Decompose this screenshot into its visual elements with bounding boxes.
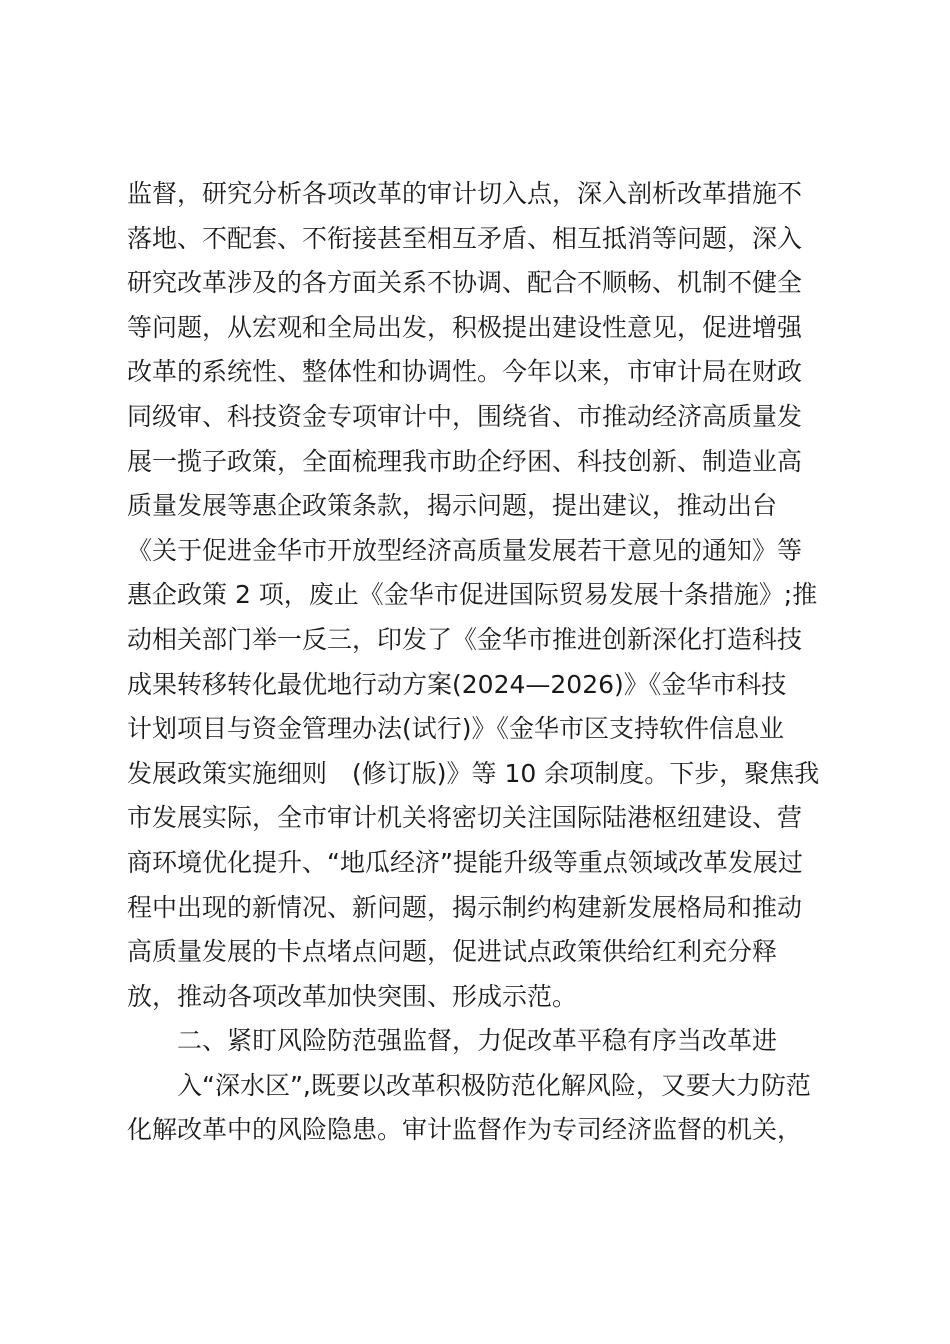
text-line: 计划项目与资金管理办法(试行)》《金华市区支持软件信息业: [127, 714, 785, 744]
text-line: 等问题，从宏观和全局出发，积极提出建设性意见，促进增强: [127, 312, 803, 342]
text-line: 市发展实际，全市审计机关将密切关注国际陆港枢纽建设、营: [127, 803, 803, 833]
text-line: 商环境优化提升、“地瓜经济”提能升级等重点领域改革发展过: [127, 847, 803, 877]
text-line: 监督，研究分析各项改革的审计切入点，深入剖析改革措施不: [127, 179, 803, 208]
text-line: 化解改革中的风险隐患。审计监督作为专司经济监督的机关，: [127, 1115, 803, 1145]
text-line: 程中出现的新情况、新问题，揭示制约构建新发展格局和推动: [127, 892, 803, 922]
text-line: 动相关部门举一反三，印发了《金华市推进创新深化打造科技: [127, 624, 803, 654]
text-line: 落地、不配套、不衔接甚至相互矛盾、相互抵消等问题，深入: [127, 223, 803, 253]
text-line: 高质量发展的卡点堵点问题，促进试点政策供给红利充分释: [127, 937, 778, 967]
section-heading: 二、紧盯风险防范强监督，力促改革平稳有序当改革进: [177, 1026, 778, 1056]
text-line: 改革的系统性、整体性和协调性。今年以来，市审计局在财政: [127, 357, 803, 387]
text-line: 惠企政策 2 项，废止《金华市促进国际贸易发展十条措施》;推: [127, 580, 818, 610]
text-line: 《关于促进金华市开放型经济高质量发展若干意见的通知》等: [127, 535, 803, 565]
text-line: 发展政策实施细则 (修订版)》等 10 余项制度。下步，聚焦我: [127, 758, 820, 788]
text-line: 放，推动各项改革加快突围、形成示范。: [127, 981, 578, 1011]
text-line: 研究改革涉及的各方面关系不协调、配合不顺畅、机制不健全: [127, 268, 803, 298]
text-line: 入“深水区”,既要以改革积极防范化解风险，又要大力防范: [177, 1070, 811, 1100]
text-line: 同级审、科技资金专项审计中，围绕省、市推动经济高质量发: [127, 401, 803, 431]
text-line: 质量发展等惠企政策条款，揭示问题，提出建议，推动出台: [127, 491, 778, 521]
text-line: 成果转移转化最优地行动方案(2024—2026)》《金华市科技: [127, 669, 787, 699]
text-line: 展一揽子政策，全面梳理我市助企纾困、科技创新、制造业高: [127, 446, 803, 476]
document-body: [127, 172, 837, 1153]
